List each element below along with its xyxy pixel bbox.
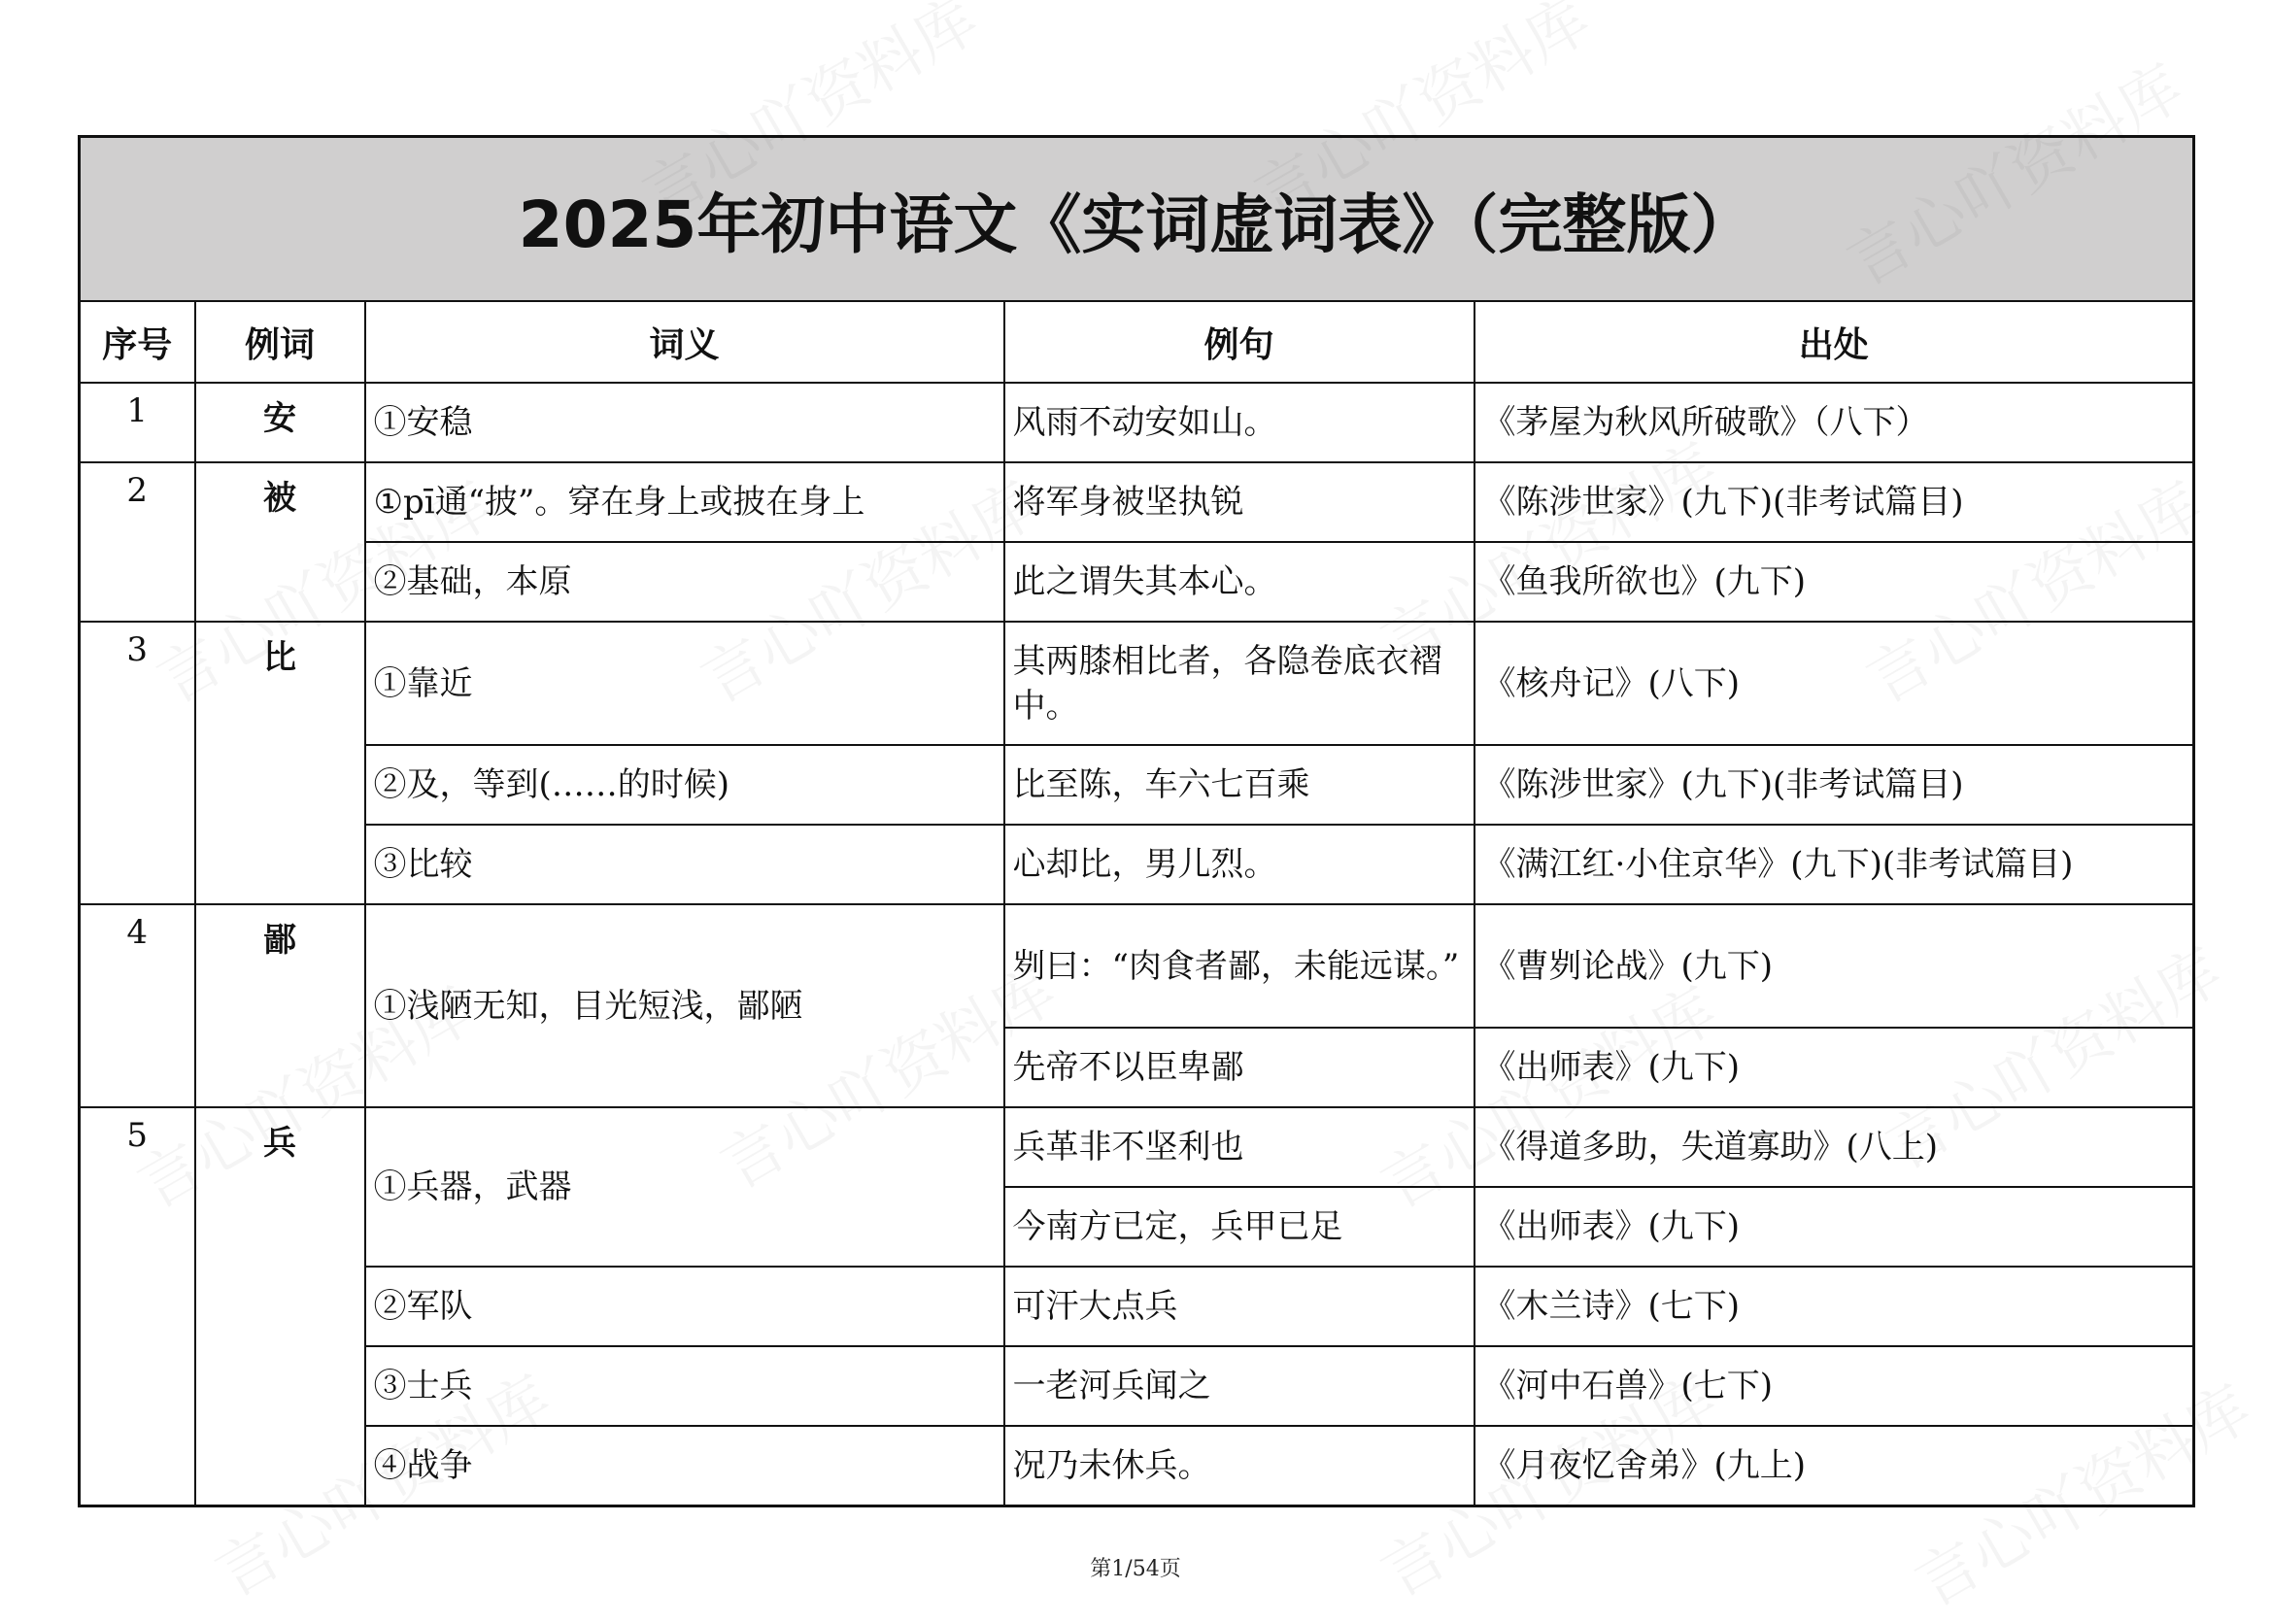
meaning-cell: ①pī通“披”。穿在身上或披在身上 xyxy=(365,462,1004,542)
source-cell: 《河中石兽》(七下) xyxy=(1474,1346,2194,1426)
example-cell: 一老河兵闻之 xyxy=(1004,1346,1474,1426)
meaning-cell: ②基础，本原 xyxy=(365,542,1004,622)
meaning-cell: ③士兵 xyxy=(365,1346,1004,1426)
source-cell: 《陈涉世家》(九下)(非考试篇目) xyxy=(1474,745,2194,825)
table-row xyxy=(80,383,2194,462)
example-cell: 心却比，男儿烈。 xyxy=(1004,825,1474,904)
table-row xyxy=(80,1267,2194,1346)
vocabulary-table xyxy=(78,135,2195,1507)
example-cell: 况乃未休兵。 xyxy=(1004,1426,1474,1506)
example-cell: 可汗大点兵 xyxy=(1004,1267,1474,1346)
entry-number: 1 xyxy=(80,383,195,462)
entry-word: 鄙 xyxy=(195,904,365,1107)
example-cell: 比至陈，车六七百乘 xyxy=(1004,745,1474,825)
meaning-cell: ①浅陋无知，目光短浅，鄙陋 xyxy=(365,904,1004,1107)
table-row xyxy=(80,904,2194,1028)
source-cell: 《鱼我所欲也》(九下) xyxy=(1474,542,2194,622)
header-row xyxy=(80,301,2194,383)
header-example: 例句 xyxy=(1004,301,1474,383)
meaning-cell: ②及，等到(……的时候) xyxy=(365,745,1004,825)
entry-number: 3 xyxy=(80,622,195,904)
table-row xyxy=(80,825,2194,904)
source-cell: 《核舟记》(八下) xyxy=(1474,622,2194,745)
page-number: 第1/54页 xyxy=(1090,1557,1181,1581)
example-cell: 刿曰：“肉食者鄙，未能远谋。” xyxy=(1004,904,1474,1028)
meaning-cell: ③比较 xyxy=(365,825,1004,904)
meaning-cell: ①靠近 xyxy=(365,622,1004,745)
entry-word: 被 xyxy=(195,462,365,622)
table-row xyxy=(80,462,2194,542)
entry-number: 4 xyxy=(80,904,195,1107)
table-row xyxy=(80,1426,2194,1506)
source-cell: 《月夜忆舍弟》(九上) xyxy=(1474,1426,2194,1506)
entry-number: 2 xyxy=(80,462,195,622)
source-cell: 《出师表》(九下) xyxy=(1474,1187,2194,1267)
table-row xyxy=(80,1107,2194,1187)
table-row xyxy=(80,542,2194,622)
example-cell: 风雨不动安如山。 xyxy=(1004,383,1474,462)
entry-word: 安 xyxy=(195,383,365,462)
header-word: 例词 xyxy=(195,301,365,383)
header-meaning: 词义 xyxy=(365,301,1004,383)
example-cell: 今南方已定，兵甲已足 xyxy=(1004,1187,1474,1267)
source-cell: 《茅屋为秋风所破歌》（八下） xyxy=(1474,383,2194,462)
header-source: 出处 xyxy=(1474,301,2194,383)
example-cell: 先帝不以臣卑鄙 xyxy=(1004,1028,1474,1107)
entry-word: 兵 xyxy=(195,1107,365,1506)
example-cell: 将军身被坚执锐 xyxy=(1004,462,1474,542)
table-row xyxy=(80,745,2194,825)
example-cell: 此之谓失其本心。 xyxy=(1004,542,1474,622)
source-cell: 《陈涉世家》(九下)(非考试篇目) xyxy=(1474,462,2194,542)
header-number: 序号 xyxy=(80,301,195,383)
source-cell: 《得道多助，失道寡助》(八上) xyxy=(1474,1107,2194,1187)
meaning-cell: ④战争 xyxy=(365,1426,1004,1506)
entry-number: 5 xyxy=(80,1107,195,1506)
table-row xyxy=(80,622,2194,745)
meaning-cell: ①安稳 xyxy=(365,383,1004,462)
source-cell: 《满江红·小住京华》(九下)(非考试篇目) xyxy=(1474,825,2194,904)
meaning-cell: ②军队 xyxy=(365,1267,1004,1346)
entry-word: 比 xyxy=(195,622,365,904)
table-row xyxy=(80,1346,2194,1426)
source-cell: 《木兰诗》(七下) xyxy=(1474,1267,2194,1346)
page-title: 2025年初中语文《实词虚词表》（完整版） xyxy=(80,137,2194,302)
meaning-cell: ①兵器，武器 xyxy=(365,1107,1004,1267)
example-cell: 兵革非不坚利也 xyxy=(1004,1107,1474,1187)
source-cell: 《曹刿论战》(九下) xyxy=(1474,904,2194,1028)
example-cell: 其两膝相比者，各隐卷底衣褶中。 xyxy=(1004,622,1474,745)
source-cell: 《出师表》(九下) xyxy=(1474,1028,2194,1107)
